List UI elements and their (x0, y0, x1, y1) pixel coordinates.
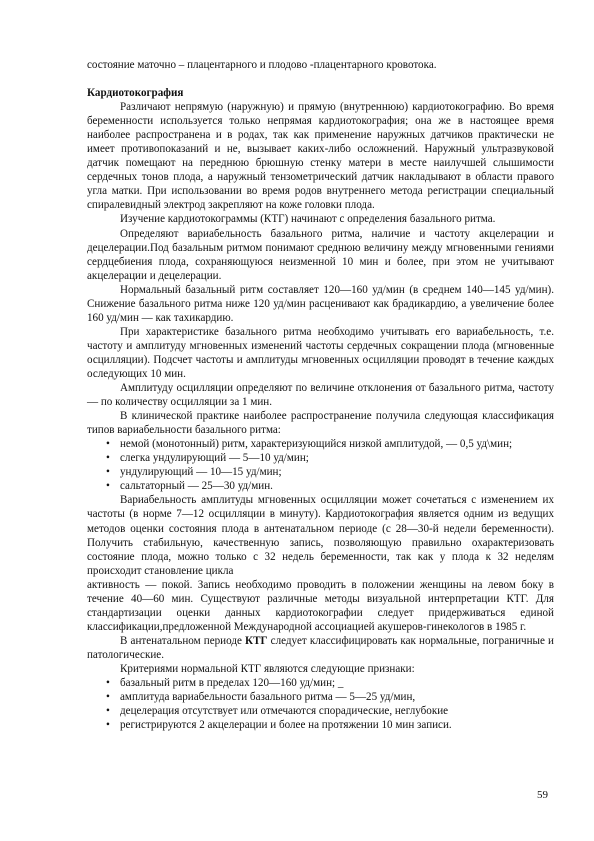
bullet-icon: • (106, 691, 110, 704)
bullet-icon: • (106, 719, 110, 732)
paragraph-ctg-types: Различают непрямую (наружную) и прямую (внутреннюю) кардиотокографию. Во время беременности используется только непрямая кардиотокография; она же в настоящее время наиболее распространена и в родах, так как применение наружных датчиков практически не имеет противопоказаний и не, вызывает каких-либо осложнений. Наружный ультразвуковой датчик помещают на переднюю брюшную стенку матери в месте наилучшей слышимости сердечных тонов плода, а наружный тензометрический датчик накладывают в области правого угла матки. При использовании во время родов внутреннего метода регистрации специальный спиралевидный электрод закрепляют на коже головки плода. (87, 101, 554, 212)
bullet-icon: • (106, 705, 110, 718)
document-page (87, 58, 554, 732)
paragraph-basal-rhythm: Изучение кардиотокограммы (КТГ) начинают с определения базального ритма. (120, 213, 496, 226)
paragraph-normal-rhythm: Нормальный базальный ритм составляет 120—160 уд/мин (в среднем 140—145 уд/мин). Снижение базального ритма ниже 120 уд/мин расценивают как брадикардию, а увеличение более 160 уд/мин — как тахикардию. (87, 283, 554, 324)
paragraph-oscillations: При характеристике базального ритма необходимо учитывать его вариабельность, т.е. частоту и амплитуду мгновенных изменений частоты сердечных сокращении плода (мгновенные осцилляции). Подсчет частоты и амплитуды мгновенных осцилляции проводят в течение каждых оследующих 10 мин. (87, 325, 554, 380)
list-item: • слегка ундулирующий — 5—10 уд/мин; (106, 452, 309, 465)
bullet-icon: • (106, 452, 110, 465)
paragraph-antenatal: В антенатальном периоде КТГ следует классифицировать как нормальные, пограничные и патологические. (87, 634, 554, 661)
bullet-icon: • (106, 438, 110, 451)
list-item: • сальтаторный — 25—30 уд/мин. (106, 480, 273, 493)
list-item: • базальный ритм в пределах 120—160 уд/мин; _ (106, 677, 344, 690)
paragraph-variability: Определяют вариабельность базального ритма, наличие и частоту акцелерации и децелерации.Под базальным ритмом понимают среднюю величину между мгновенными гениями сердцебиения плода, сохраняющуюся неизменной 10 мин и более, при этом не учитывают акцелерации и децелерации. (87, 227, 554, 282)
list-item: • регистрируются 2 акцелерации и более на протяжении 10 мин записи. (106, 719, 452, 732)
paragraph-classification: В клинической практике наиболее распространение получила следующая классификация типов вариабельности базального ритма: (87, 410, 554, 437)
paragraph-ctg-method-cont: активность — покой. Запись необходимо проводить в положении женщины на левом боку в течение 40—60 мин. Существуют различные методы визуальной интерпретации КТГ. Для стандартизации оценки данных кардиотокографии следует придерживаться единой классификации,предложенной Международной ассоциацией акушеров-гинекологов в 1985 г. (87, 578, 554, 633)
page-number: 59 (537, 789, 548, 801)
list-item: • децелерация отсутствует или отмечаются спорадические, неглубокие (106, 705, 449, 718)
paragraph-intro: состояние маточно – плацентарного и плодово -плацентарного кровотока. (87, 59, 437, 71)
paragraph-ctg-method: Вариабельность амплитуды мгновенных осцилляции может сочетаться с изменением их частоты (в норме 7—12 осцилляции в минуту). Кардиотокография является одним из ведущих методов оценки состояния плода в антенатальном периоде (с 28—30-й недели беременности). Получить стабильную, качественную запись, позволяющую правильно охарактеризовать состояние плода, можно только с 32 недель беременности, так как у плода к 32 неделям происходит становление цикла (87, 494, 554, 577)
list-item: • ундулирующий — 10—15 уд/мин; (106, 466, 282, 479)
paragraph-criteria: Критериями нормальной КТГ являются следующие признаки: (120, 662, 415, 675)
bullet-icon: • (106, 480, 110, 493)
list-item: • немой (монотонный) ритм, характеризующийся низкой амплитудой, — 0,5 уд\мин; (106, 438, 513, 451)
bullet-icon: • (106, 677, 110, 690)
bullet-icon: • (106, 466, 110, 479)
section-heading: Кардиотокография (87, 87, 184, 100)
list-item: • амплитуда вариабельности базального ритма — 5—25 уд/мин, (106, 691, 416, 704)
paragraph-amplitude: Амплитуду осцилляции определяют по величине отклонения от базального ритма, частоту — по количеству осцилляции за 1 мин. (87, 382, 554, 409)
